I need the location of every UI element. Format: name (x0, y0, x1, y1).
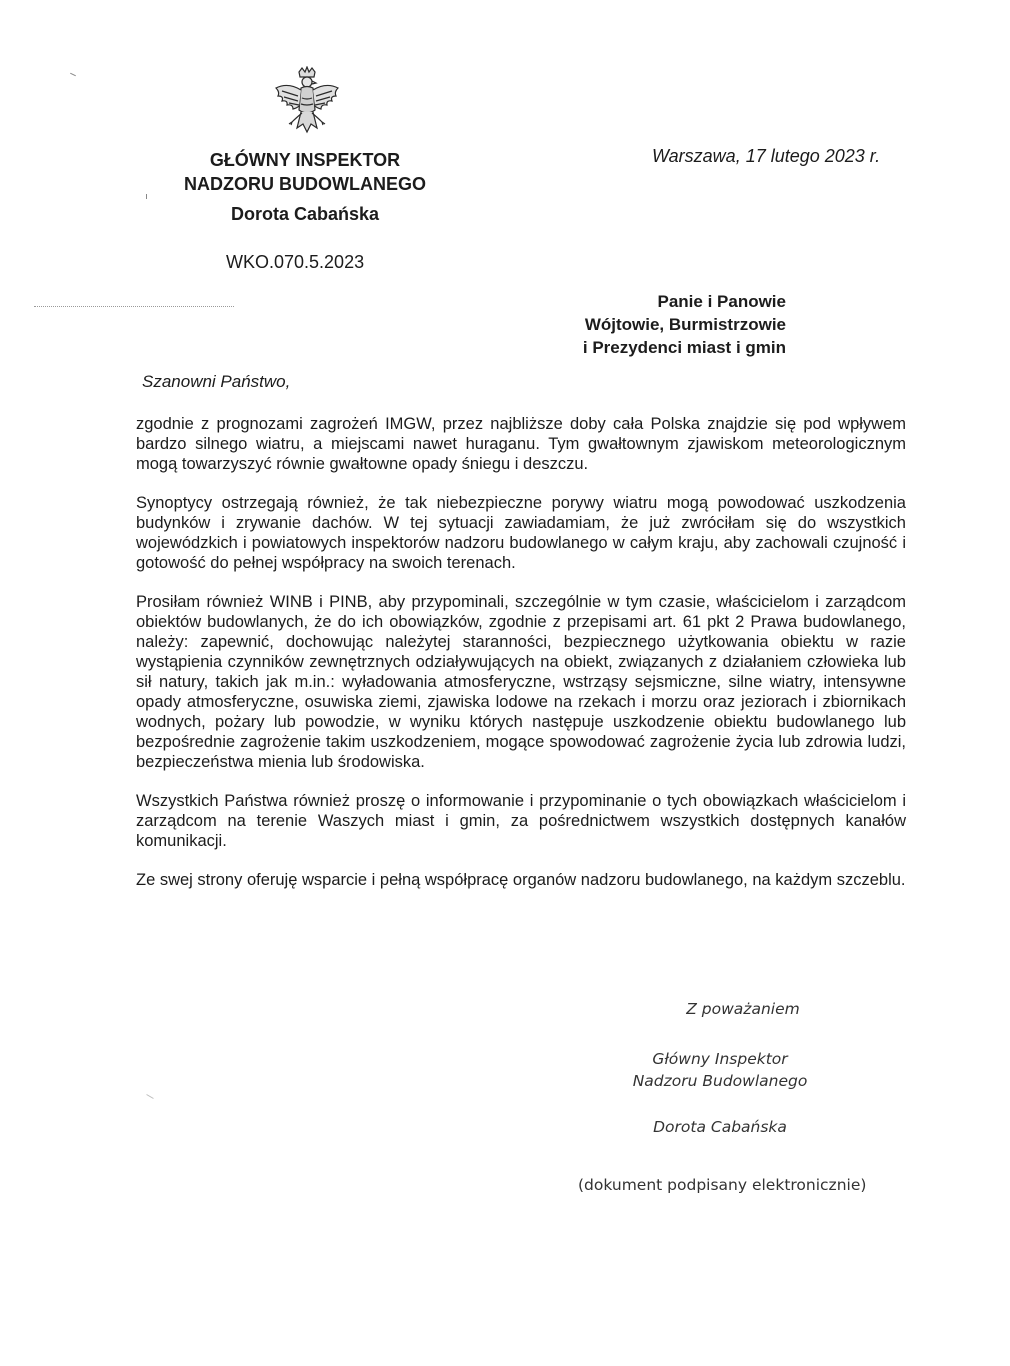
signatory-title-line1: Główny Inspektor (652, 1050, 788, 1068)
reference-number: WKO.070.5.2023 (226, 252, 365, 272)
body-paragraph: Synoptycy ostrzegają również, że tak niebezpieczne porywy wiatru mogą powodować uszkodzenia budynków i zrywanie dachów. W tej sytuacji zawiadamiam, że już zwróciłam się do wszystkich wojewódzkich i powiatowych inspektorów nadzoru budowlanego w całym kraju, aby zachowali czujność i gotowość do pełnej współpracy na swoich terenach. (136, 494, 906, 572)
addressee-block (556, 290, 786, 359)
issuer-name: Dorota Cabańska (230, 204, 380, 224)
issuer-block (150, 148, 460, 226)
scan-speck (146, 1094, 153, 1099)
addressee-line2: Wójtowie, Burmistrzowie (584, 315, 786, 334)
addressee-line3: i Prezydenci miast i gmin (582, 338, 786, 357)
signatory-title (570, 1048, 870, 1092)
place-date: Warszawa, 17 lutego 2023 r. (652, 146, 881, 166)
body-paragraph: Ze swej strony oferuję wsparcie i pełną współpracę organów nadzoru budowlanego, na każdym szczeblu. (136, 871, 906, 889)
scan-speck (70, 73, 76, 76)
signatory-title-line2: Nadzoru Budowlanego (632, 1072, 808, 1090)
scan-speck (146, 194, 147, 199)
dotted-mark (34, 306, 234, 307)
body-paragraph: Prosiłam również WINB i PINB, aby przypominali, szczególnie w tym czasie, właścicielom i zarządcom obiektów budowlanych, że do ich obowiązków, zgodnie z przepisami art. 61 pkt 2 Prawa budowlanego, należy: zapewnić, dochowując należytej staranności, bezpiecznego użytkowania obiektu w razie wystąpienia czynników zewnętrznych odziaływujących na obiekt, związanych z działaniem człowieka lub sił natury, takich jak m.in.: wyładowania atmosferyczne, wstrząsy sejsmiczne, silne wiatry, intensywne opady atmosferyczne, osuwiska ziemi, zjawiska lodowe na rzekach i morzu oraz jeziorach i zbiornikach wodnych, pożary lub powodzie, w wyniku których następuje uszkodzenie obiektu budowlanego lub bezpośrednie zagrożenie takim uszkodzeniem, mogące spowodować zagrożenie życia lub zdrowia ludzi, bezpieczeństwa mienia lub środowiska. (136, 593, 906, 771)
electronic-signature-note: (dokument podpisany elektronicznie) (578, 1176, 867, 1194)
eagle-emblem-icon (270, 66, 344, 142)
body-paragraph: Wszystkich Państwa również proszę o informowanie i przypominanie o tych obowiązkach właścicielom i zarządcom na terenie Waszych miast i gmin, za pośrednictwem wszystkich dostępnych kanałów komunikacji. (136, 792, 906, 850)
body-paragraph: zgodnie z prognozami zagrożeń IMGW, przez najbliższe doby cała Polska znajdzie się pod wpływem bardzo silnego wiatru, a miejscami nawet huraganu. Tym gwałtownym zjawiskom meteorologicznym mogą towarzyszyć równie gwałtowne opady śniegu i deszczu. (136, 415, 906, 473)
issuer-title-line1: GŁÓWNY INSPEKTOR (209, 150, 401, 170)
letter-body (136, 414, 906, 909)
issuer-title-line2: NADZORU BUDOWLANEGO (184, 174, 426, 194)
closing-regards: Z poważaniem (686, 1000, 800, 1018)
salutation: Szanowni Państwo, (142, 372, 291, 391)
addressee-line1: Panie i Panowie (657, 292, 786, 311)
closing-block (570, 1000, 870, 1136)
signatory-name: Dorota Cabańska (653, 1118, 787, 1136)
